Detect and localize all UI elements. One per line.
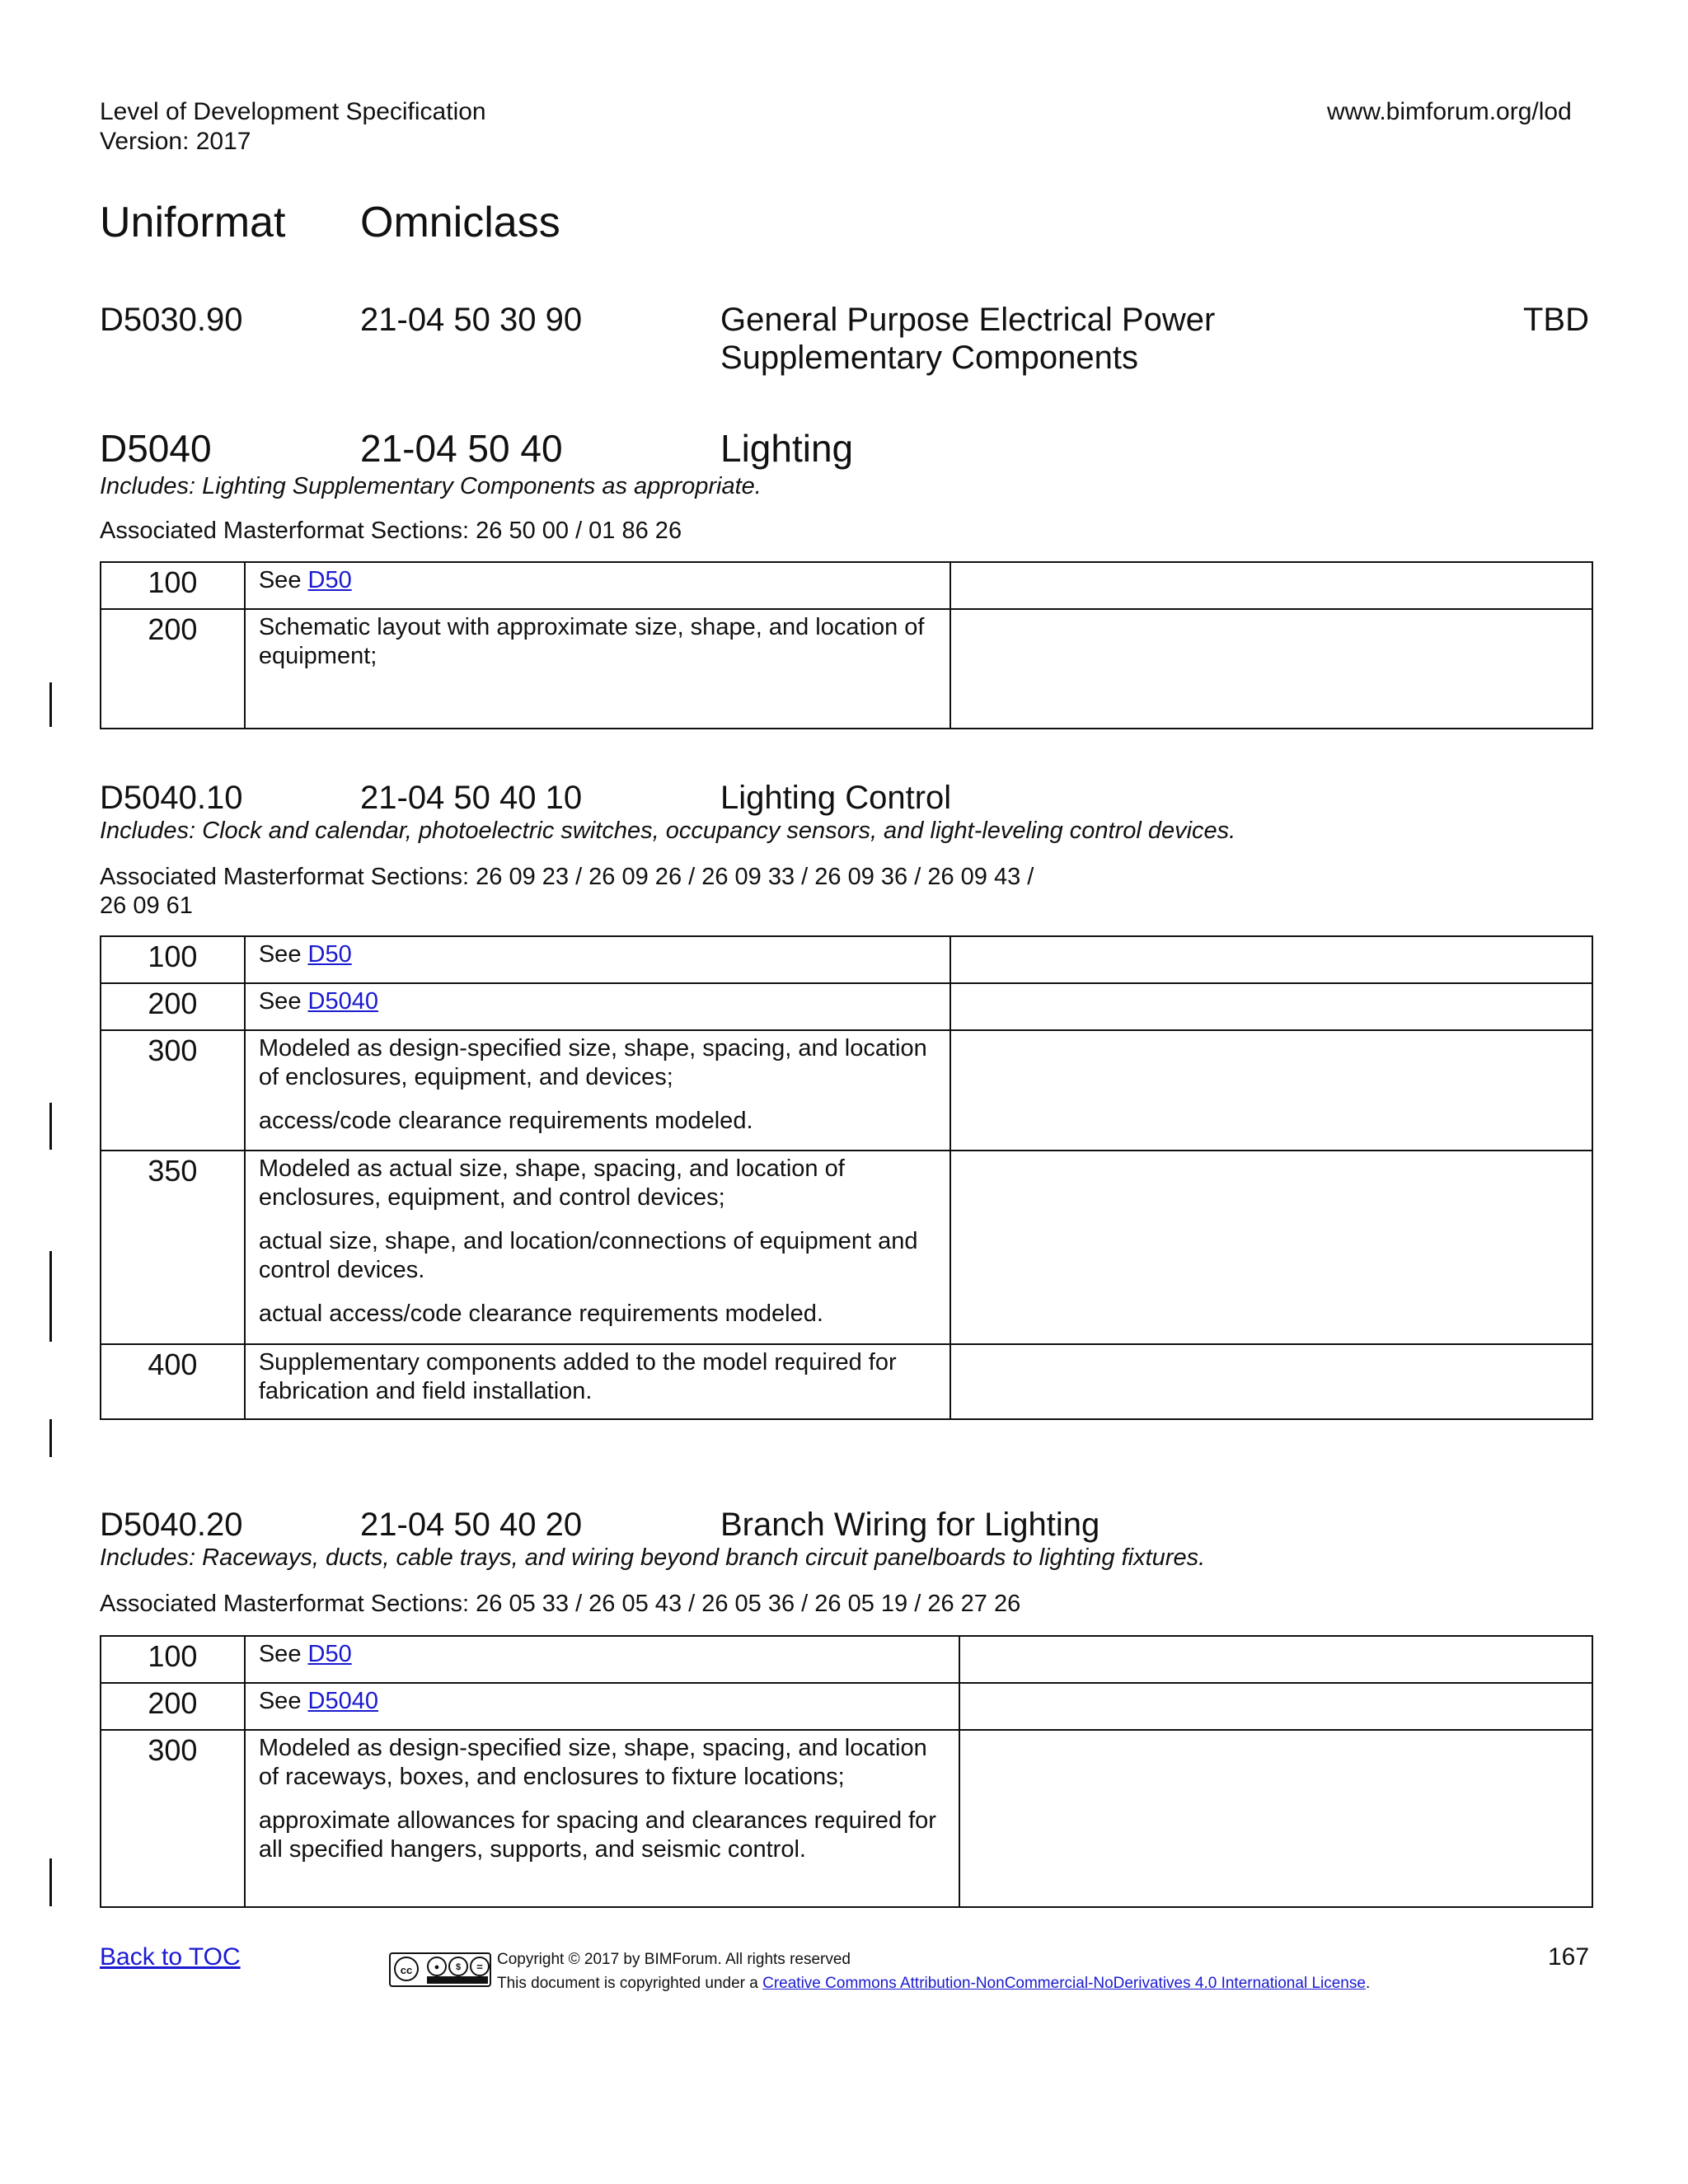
- d5040-10-assoc-sections: Associated Masterformat Sections: 26 09 23 / 26 09 26 / 26 09 33 / 26 09 36 / 26 09 43 /: [100, 864, 1034, 890]
- lod-description: [245, 1730, 959, 1907]
- lod-notes: [950, 983, 1592, 1030]
- lod-description: [245, 1683, 959, 1730]
- lod-notes: [950, 936, 1592, 983]
- table-row: [101, 1151, 1592, 1344]
- d5040-link[interactable]: D5040: [307, 988, 378, 1015]
- lod-description: [245, 1636, 959, 1683]
- noncommercial-icon: $: [448, 1957, 468, 1976]
- d5030-90-title-line1: General Purpose Electrical Power: [720, 302, 1216, 338]
- lod-description: [245, 1030, 950, 1151]
- description-text: approximate allowances for spacing and clearances required for all specified hangers, supports, and seismic control.: [258, 1807, 936, 1863]
- cc-license-link[interactable]: Creative Commons Attribution-NonCommercial-NoDerivatives 4.0 International License: [762, 1975, 1366, 1992]
- see-label: See: [258, 1688, 308, 1714]
- d5040-20-includes: Includes: Raceways, ducts, cable trays, and wiring beyond branch circuit panelboards to lighting fixtures.: [100, 1544, 1206, 1571]
- lod-description: [245, 983, 950, 1030]
- see-label: See: [258, 941, 308, 968]
- lod-notes: [950, 1151, 1592, 1344]
- d50-link[interactable]: D50: [307, 1641, 352, 1667]
- d5040-20-omniclass: 21-04 50 40 20: [360, 1507, 583, 1543]
- uniformat-heading: Uniformat: [100, 199, 286, 246]
- table-row: [101, 983, 1592, 1030]
- d5040-code: D5040: [100, 427, 212, 470]
- lod-notes: [959, 1730, 1592, 1907]
- d5040-10-omniclass: 21-04 50 40 10: [360, 780, 583, 816]
- lod-level: 400: [101, 1344, 245, 1419]
- change-bar: [49, 1858, 52, 1906]
- lod-level: 350: [101, 1151, 245, 1344]
- lod-level: 300: [101, 1730, 245, 1907]
- d5040-10-code: D5040.10: [100, 780, 243, 816]
- table-row: [101, 936, 1592, 983]
- license-badge-bar: [427, 1976, 488, 1984]
- change-bar: [49, 1251, 52, 1342]
- table-row: [101, 1636, 1592, 1683]
- lod-notes: [959, 1636, 1592, 1683]
- license-suffix: .: [1365, 1975, 1371, 1992]
- lod-description: [245, 936, 950, 983]
- description-text: Schematic layout with approximate size, shape, and location of equipment;: [258, 614, 925, 669]
- lod-description: [245, 1344, 950, 1419]
- d5040-link[interactable]: D5040: [307, 1688, 378, 1714]
- lod-level: 100: [101, 1636, 245, 1683]
- description-text: Modeled as actual size, shape, spacing, and location of enclosures, equipment, and control devices;: [258, 1155, 845, 1211]
- see-label: See: [258, 567, 308, 593]
- d5040-assoc-sections: Associated Masterformat Sections: 26 50 00 / 01 86 26: [100, 518, 682, 544]
- table-row: [101, 609, 1592, 729]
- lod-notes: [950, 562, 1592, 609]
- header-url: www.bimforum.org/lod: [1327, 98, 1572, 125]
- d50-link[interactable]: D50: [307, 567, 352, 593]
- lod-level: 200: [101, 609, 245, 729]
- license-notice: [497, 1975, 1370, 1993]
- d5040-10-lod-table: [100, 935, 1593, 1420]
- d5040-includes: Includes: Lighting Supplementary Components as appropriate.: [100, 473, 762, 499]
- document-version: Version: 2017: [100, 128, 251, 155]
- lod-level: 200: [101, 983, 245, 1030]
- d5040-20-assoc-sections: Associated Masterformat Sections: 26 05 33 / 26 05 43 / 26 05 36 / 26 05 19 / 26 27 26: [100, 1591, 1021, 1617]
- lod-notes: [950, 1030, 1592, 1151]
- d5030-90-status: TBD: [1523, 302, 1589, 338]
- table-row: [101, 1344, 1592, 1419]
- d5030-90-title-line2: Supplementary Components: [720, 340, 1138, 376]
- lod-notes: [950, 609, 1592, 729]
- table-row: [101, 1030, 1592, 1151]
- description-text: actual access/code clearance requirements modeled.: [258, 1301, 823, 1327]
- omniclass-heading: Omniclass: [360, 199, 560, 246]
- lod-level: 100: [101, 936, 245, 983]
- cc-icon: cc: [394, 1957, 419, 1981]
- description-text: Modeled as design-specified size, shape, spacing, and location of raceways, boxes, and enclosures to fixture locations;: [258, 1735, 927, 1790]
- page-number: 167: [1548, 1943, 1590, 1971]
- table-row: [101, 1730, 1592, 1907]
- attribution-person-icon: ●: [427, 1957, 447, 1976]
- description-text: Modeled as design-specified size, shape, spacing, and location of enclosures, equipment, and devices;: [258, 1035, 927, 1090]
- lod-level: 100: [101, 562, 245, 609]
- change-bar: [49, 682, 52, 727]
- lod-notes: [950, 1344, 1592, 1419]
- lod-description: [245, 562, 950, 609]
- description-text: access/code clearance requirements modeled.: [258, 1108, 753, 1134]
- lod-level: 200: [101, 1683, 245, 1730]
- table-row: [101, 562, 1592, 609]
- d5030-90-omniclass: 21-04 50 30 90: [360, 302, 583, 338]
- d5030-90-code: D5030.90: [100, 302, 243, 338]
- description-text: Supplementary components added to the model required for fabrication and field installation.: [258, 1349, 897, 1404]
- d5040-20-title: Branch Wiring for Lighting: [720, 1507, 1100, 1543]
- description-text: actual size, shape, and location/connections of equipment and control devices.: [258, 1228, 918, 1283]
- lod-notes: [959, 1683, 1592, 1730]
- change-bar: [49, 1103, 52, 1150]
- back-to-toc-link[interactable]: Back to TOC: [100, 1943, 241, 1971]
- d50-link[interactable]: D50: [307, 941, 352, 968]
- lod-description: [245, 1151, 950, 1344]
- copyright-notice: Copyright © 2017 by BIMForum. All rights reserved: [497, 1951, 851, 1968]
- change-bar: [49, 1419, 52, 1457]
- noderivatives-icon: =: [470, 1957, 490, 1976]
- d5040-lod-table: [100, 561, 1593, 729]
- license-prefix: This document is copyrighted under a: [497, 1975, 763, 1992]
- creative-commons-badge[interactable]: [389, 1952, 491, 1987]
- d5040-title: Lighting: [720, 427, 854, 470]
- d5040-10-includes: Includes: Clock and calendar, photoelectric switches, occupancy sensors, and light-leveling control devices.: [100, 818, 1236, 844]
- lod-description: [245, 609, 950, 729]
- d5040-10-title: Lighting Control: [720, 780, 952, 816]
- d5040-omniclass: 21-04 50 40: [360, 427, 563, 470]
- document-title: Level of Development Specification: [100, 98, 486, 125]
- table-row: [101, 1683, 1592, 1730]
- d5040-20-code: D5040.20: [100, 1507, 243, 1543]
- d5040-10-assoc-sections-cont: 26 09 61: [100, 893, 193, 919]
- see-label: See: [258, 1641, 308, 1667]
- see-label: See: [258, 988, 308, 1015]
- lod-level: 300: [101, 1030, 245, 1151]
- d5040-20-lod-table: [100, 1635, 1593, 1908]
